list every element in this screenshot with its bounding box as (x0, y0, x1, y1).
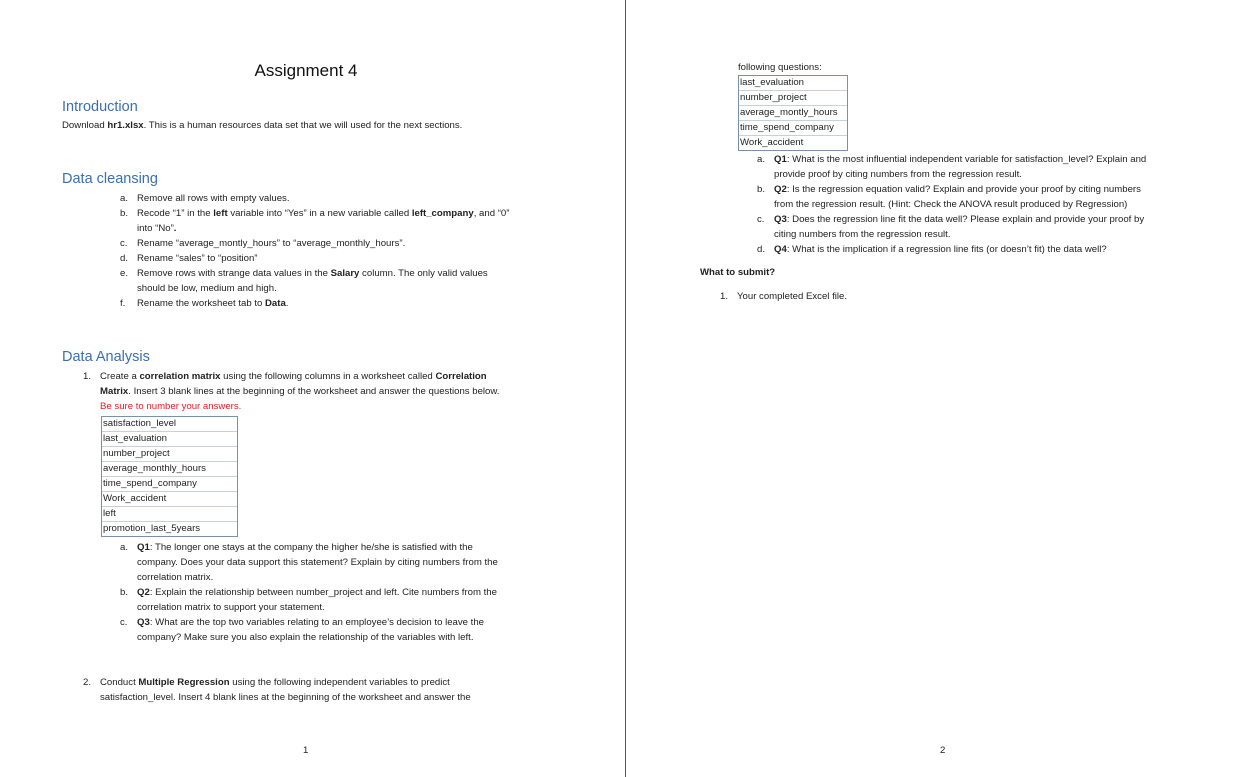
note-red: Be sure to number your answers. (100, 401, 242, 412)
list-item: 1. Create a correlation matrix using the following columns in a worksheet called Correlation (83, 371, 487, 382)
page-number: 1 (303, 745, 309, 756)
list-item: d. Q4: What is the implication if a regression line fits (or doesn’t fit) the data well? (757, 244, 1107, 255)
list-item-continuation: Matrix. Insert 3 blank lines at the beginning of the worksheet and answer the questions below. (100, 386, 500, 397)
table-row: number_project (102, 447, 237, 462)
table-row: average_monthly_hours (102, 462, 237, 477)
list-item: a. Remove all rows with empty values. (120, 193, 290, 204)
list-item: c. Q3: Does the regression line fit the data well? Please explain and provide your proof by (757, 214, 1145, 225)
list-item: b. Q2: Explain the relationship between number_project and left. Cite numbers from the (120, 587, 497, 598)
columns-table-regression (738, 75, 848, 151)
list-item-continuation: correlation matrix. (137, 572, 214, 583)
list-item-continuation: from the regression result. (Hint: Check the ANOVA result produced by Regression) (774, 199, 1128, 210)
submit-heading: What to submit? (700, 267, 776, 278)
page-title: Assignment 4 (254, 61, 358, 80)
list-item-continuation: satisfaction_level. Insert 4 blank lines at the beginning of the worksheet and answer the (100, 692, 471, 703)
continuation-text: following questions: (738, 62, 822, 73)
list-item-continuation: company? Make sure you also explain the relationship of the variables with left. (137, 632, 474, 643)
table-row: average_montly_hours (739, 106, 847, 121)
table-row: last_evaluation (102, 432, 237, 447)
list-item: d. Rename “sales” to “position” (120, 253, 258, 264)
list-item-continuation: correlation matrix to support your statement. (137, 602, 325, 613)
table-row: Work_accident (740, 137, 804, 148)
list-item: c. Rename “average_montly_hours” to “average_monthly_hours”. (120, 238, 406, 249)
table-row: time_spend_company (739, 121, 847, 136)
list-item: a. Q1: The longer one stays at the company the higher he/she is satisfied with the (120, 542, 473, 553)
list-item: c. Q3: What are the top two variables relating to an employee’s decision to leave the (120, 617, 485, 628)
list-item: f. Rename the worksheet tab to Data. (120, 298, 289, 309)
list-item: e. Remove rows with strange data values in the Salary column. The only valid values (120, 268, 488, 279)
intro-paragraph: Download hr1.xlsx. This is a human resources data set that we will used for the next sections. (62, 120, 463, 131)
table-row: promotion_last_5years (103, 523, 201, 534)
document-page-2 (626, 0, 1255, 777)
table-row: time_spend_company (102, 477, 237, 492)
list-item-continuation: provide proof by citing numbers from the regression result. (774, 169, 1022, 180)
document-page-1 (0, 0, 625, 777)
table-row: left (102, 507, 237, 522)
list-item: 2. Conduct Multiple Regression using the following independent variables to predict (83, 677, 450, 688)
list-item-continuation: into “No”. (137, 223, 177, 234)
list-item-continuation: citing numbers from the regression result. (774, 229, 951, 240)
columns-table-correlation (101, 416, 238, 537)
table-row: last_evaluation (739, 76, 847, 91)
list-item: a. Q1: What is the most influential independent variable for satisfaction_level? Explain and (757, 154, 1147, 165)
list-item: b. Q2: Is the regression equation valid? Explain and provide your proof by citing numbers (757, 184, 1141, 195)
list-item: 1. Your completed Excel file. (720, 291, 848, 302)
list-item: b. Recode “1” in the left variable into “Yes” in a new variable called left_company, and “0” (120, 208, 510, 219)
heading-data-analysis: Data Analysis (62, 349, 150, 365)
table-row: number_project (739, 91, 847, 106)
table-row: Work_accident (102, 492, 237, 507)
page-number: 2 (940, 745, 946, 756)
heading-introduction: Introduction (62, 99, 138, 115)
list-item-continuation: should be low, medium and high. (137, 283, 277, 294)
heading-data-cleansing: Data cleansing (62, 171, 158, 187)
list-item-continuation: company. Does your data support this statement? Explain by citing numbers from the (137, 557, 498, 568)
table-row: satisfaction_level (102, 417, 237, 432)
